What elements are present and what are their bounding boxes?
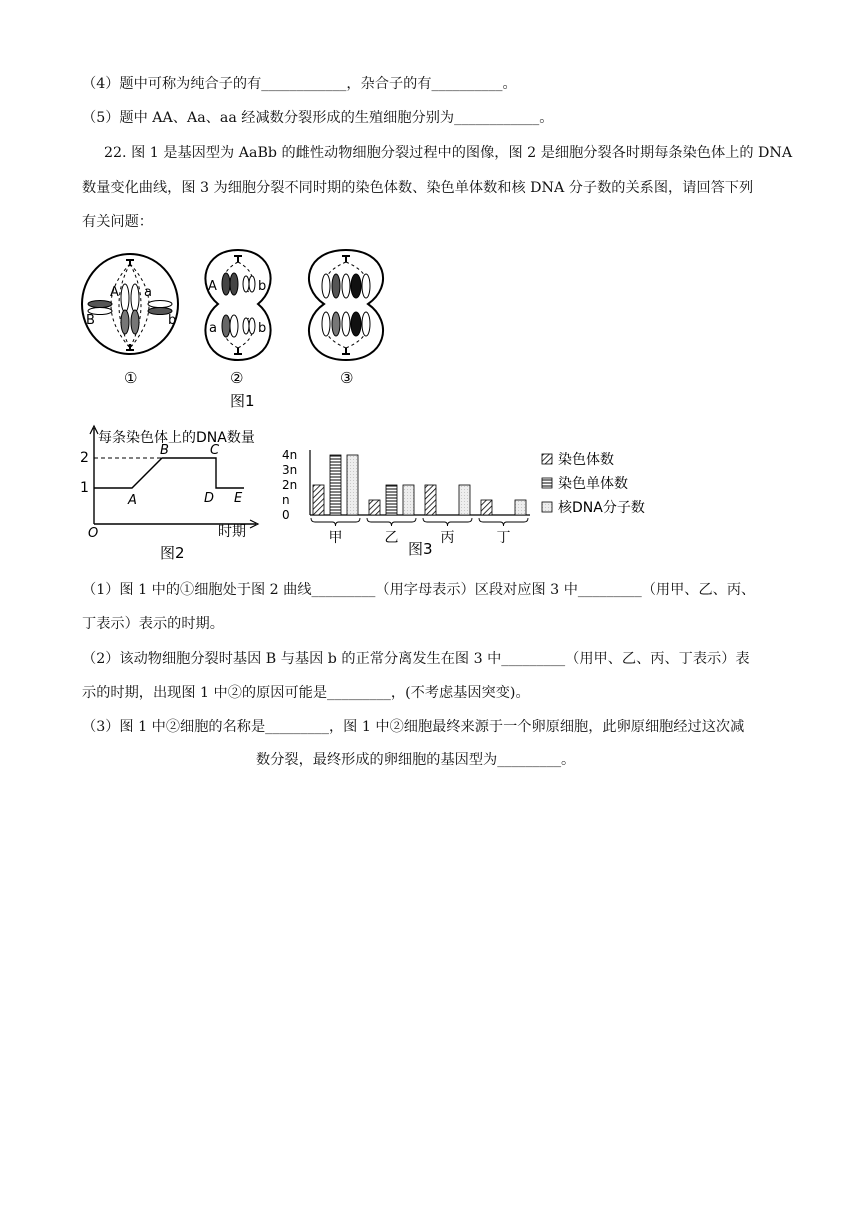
fig2-x-label: 时期 <box>218 524 246 540</box>
fig2-y-label: 每条染色体上的DNA数量 <box>98 430 255 446</box>
q22-stem-line-1: 22. 图 1 是基因型为 AaBb 的雌性动物细胞分裂过程中的图像，图 2 是细胞分裂各时期每条染色体上的 DNA <box>104 145 793 161</box>
fig3-bar <box>425 485 436 515</box>
fig2-y-tick: 1 <box>80 480 89 496</box>
q22-sub3-line-2: 数分裂，最终形成的卵细胞的基因型为_________。 <box>256 752 576 768</box>
fig2-point-label: D <box>204 491 215 506</box>
fig3-legend-swatch <box>542 454 552 464</box>
fig3-bar <box>330 455 341 515</box>
figure-2-caption: 图2 <box>160 544 185 562</box>
q22-sub3-line-1: （3）图 1 中②细胞的名称是_________，图 1 中②细胞最终来源于一个卵原细胞，此卵原细胞经过这次减 <box>82 719 745 735</box>
cell-3-label: ③ <box>340 369 354 387</box>
fig3-bar <box>386 485 397 515</box>
fig3-legend-label: 染色体数 <box>558 452 614 468</box>
q22-sub1-line-2: 丁表示）表示的时期。 <box>82 616 224 632</box>
cell-2-diagram <box>205 250 270 360</box>
fig2-y-tick: 2 <box>80 450 89 466</box>
fig3-y-tick-label: 0 <box>282 508 290 522</box>
fig3-group-brace <box>311 518 360 526</box>
fig3-bar <box>403 485 414 515</box>
fig3-group-label: 乙 <box>384 530 399 546</box>
fig3-bar <box>459 485 470 515</box>
fig2-point-label: E <box>234 491 243 506</box>
cell-1-label: ① <box>124 369 138 387</box>
fig3-group-brace <box>423 518 472 526</box>
gene-label: a <box>144 285 152 300</box>
figure-1-caption: 图1 <box>230 392 255 410</box>
figure-2 <box>78 420 278 565</box>
fig3-bar <box>347 455 358 515</box>
fig3-bar <box>515 500 526 515</box>
q22-sub2-line-2: 示的时期，出现图 1 中②的原因可能是_________，(不考虑基因突变)。 <box>82 685 530 701</box>
fig3-group-label: 丁 <box>496 530 511 546</box>
gene-label: B <box>86 313 95 328</box>
fig3-y-tick-label: n <box>282 493 290 507</box>
fig3-group-label: 甲 <box>328 530 343 546</box>
gene-label: A <box>208 279 217 294</box>
q22-stem-line-3: 有关问题： <box>82 214 153 230</box>
fig2-point-label: C <box>210 443 220 458</box>
fig3-legend-swatch <box>542 502 552 512</box>
fig3-legend-swatch <box>542 478 552 488</box>
q22-sub1-line-1: （1）图 1 中的①细胞处于图 2 曲线_________（用字母表示）区段对应图 3 中_________（用甲、乙、丙、 <box>82 582 756 598</box>
fig3-legend-label: 染色单体数 <box>558 476 628 492</box>
fig3-y-tick-label: 4n <box>282 448 298 462</box>
fig3-group-label: 丙 <box>440 530 455 546</box>
fig2-curve <box>94 458 244 488</box>
cell-3-diagram <box>309 250 383 360</box>
fig3-y-tick-label: 3n <box>282 463 298 477</box>
gene-label: A <box>110 285 119 300</box>
gene-label: b <box>258 279 267 294</box>
fig3-bar <box>369 500 380 515</box>
fig3-group-brace <box>367 518 416 526</box>
fig3-bar <box>313 485 324 515</box>
gene-label: a <box>209 321 217 336</box>
fig2-point-label: B <box>160 443 169 458</box>
gene-label: b <box>258 321 267 336</box>
fig2-point-label: A <box>128 493 137 508</box>
fig3-group-brace <box>479 518 528 526</box>
q21-item-4: （4）题中可称为纯合子的有____________，杂合子的有__________。 <box>82 76 517 92</box>
figure-3-caption: 图3 <box>408 540 433 558</box>
cell-1-diagram <box>82 254 178 354</box>
gene-label: b <box>168 313 177 328</box>
fig3-legend-label: 核DNA分子数 <box>558 500 645 516</box>
figure-1 <box>78 248 398 413</box>
figure-3 <box>280 440 680 562</box>
q21-item-5: （5）题中 AA、Aa、aa 经减数分裂形成的生殖细胞分别为____________。 <box>82 110 554 126</box>
fig3-bar <box>481 500 492 515</box>
q22-stem-line-2: 数量变化曲线，图 3 为细胞分裂不同时期的染色体数、染色单体数和核 DNA 分子数的关系图，请回答下列 <box>82 180 754 196</box>
fig2-origin: O <box>88 526 99 541</box>
fig3-y-tick-label: 2n <box>282 478 298 492</box>
q22-sub2-line-1: （2）该动物细胞分裂时基因 B 与基因 b 的正常分离发生在图 3 中_________（用甲、乙、丙、丁表示）表 <box>82 651 750 667</box>
cell-2-label: ② <box>230 369 244 387</box>
